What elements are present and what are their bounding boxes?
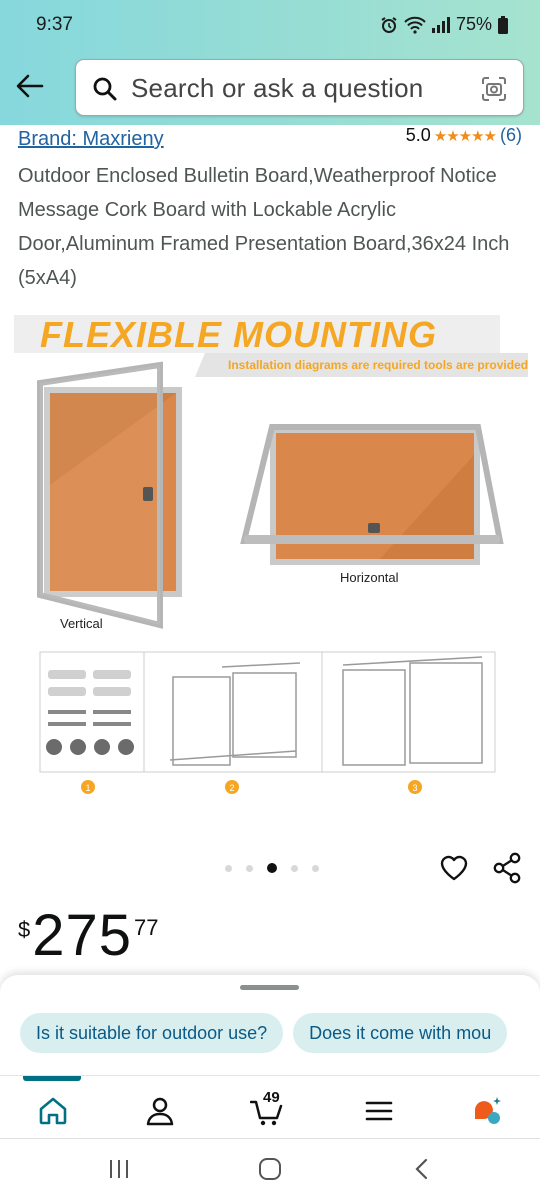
rating-summary[interactable] <box>406 125 522 146</box>
vertical-board-illustration <box>40 365 182 625</box>
search-placeholder: Search or ask a question <box>131 73 424 103</box>
account-icon[interactable] <box>143 1094 177 1128</box>
carousel-dot[interactable] <box>312 865 319 872</box>
cart-count-badge: 49 <box>263 1089 280 1106</box>
horizontal-board-illustration <box>244 427 500 565</box>
wifi-icon <box>404 16 426 34</box>
rating-value: 5.0 <box>405 125 431 145</box>
heart-icon[interactable] <box>439 853 469 883</box>
alarm-icon <box>380 16 398 34</box>
sheet-drag-handle[interactable] <box>240 985 299 990</box>
price <box>18 905 159 967</box>
system-back-icon[interactable] <box>412 1157 432 1181</box>
price-whole: 275 <box>32 903 133 968</box>
system-nav-bar <box>0 1140 540 1200</box>
search-icon <box>92 76 118 102</box>
label-vertical: Vertical <box>60 616 103 631</box>
suggestion-sheet <box>0 975 540 1075</box>
status-bar <box>0 0 540 52</box>
banner-title: FLEXIBLE MOUNTING <box>40 314 437 355</box>
status-icons <box>380 14 508 35</box>
header-bar <box>0 0 540 125</box>
battery-icon <box>498 16 508 34</box>
home-icon[interactable] <box>36 1094 70 1128</box>
carousel-dots[interactable] <box>225 863 319 873</box>
bottom-nav <box>0 1075 540 1139</box>
price-currency: $ <box>18 917 31 942</box>
camera-lens-icon[interactable] <box>481 76 507 102</box>
product-title: Outdoor Enclosed Bulletin Board,Weatherproof Notice Message Cork Board with Lockable Acrylic Door,Aluminum Framed Presentation Board,36x24 Inch (5xA4) <box>18 165 510 289</box>
step-1-badge: 1 <box>85 783 91 793</box>
step-badges <box>81 780 422 794</box>
installation-steps-panel <box>40 652 495 772</box>
step-2-badge: 2 <box>229 783 235 793</box>
product-image[interactable] <box>0 305 540 815</box>
star-rating-icon: ★★★★★ <box>433 127 496 145</box>
rufus-icon[interactable] <box>470 1094 504 1128</box>
back-arrow-icon[interactable] <box>14 70 46 102</box>
suggestion-chips <box>20 1013 507 1053</box>
nav-active-indicator <box>23 1076 81 1081</box>
battery-percent: 75% <box>455 14 492 34</box>
review-count-link[interactable]: (6) <box>500 125 522 145</box>
brand-link[interactable]: Brand: Maxrieny <box>18 128 164 150</box>
search-input[interactable] <box>75 59 524 116</box>
signal-icon <box>432 17 450 33</box>
menu-icon[interactable] <box>362 1094 396 1128</box>
price-fraction: 77 <box>134 915 159 940</box>
step-3-badge: 3 <box>412 783 418 793</box>
recent-apps-icon[interactable] <box>108 1158 130 1180</box>
carousel-dot-active[interactable] <box>267 863 277 873</box>
status-time: 9:37 <box>36 14 73 35</box>
carousel-dot[interactable] <box>291 865 298 872</box>
home-button-icon[interactable] <box>258 1157 282 1181</box>
carousel-dot[interactable] <box>225 865 232 872</box>
suggestion-chip[interactable]: Is it suitable for outdoor use? <box>20 1013 283 1053</box>
carousel-dot[interactable] <box>246 865 253 872</box>
banner-subtitle: Installation diagrams are required tools are provided <box>228 358 529 372</box>
share-icon[interactable] <box>492 852 522 884</box>
suggestion-chip[interactable]: Does it come with mou <box>293 1013 507 1053</box>
label-horizontal: Horizontal <box>340 570 399 585</box>
